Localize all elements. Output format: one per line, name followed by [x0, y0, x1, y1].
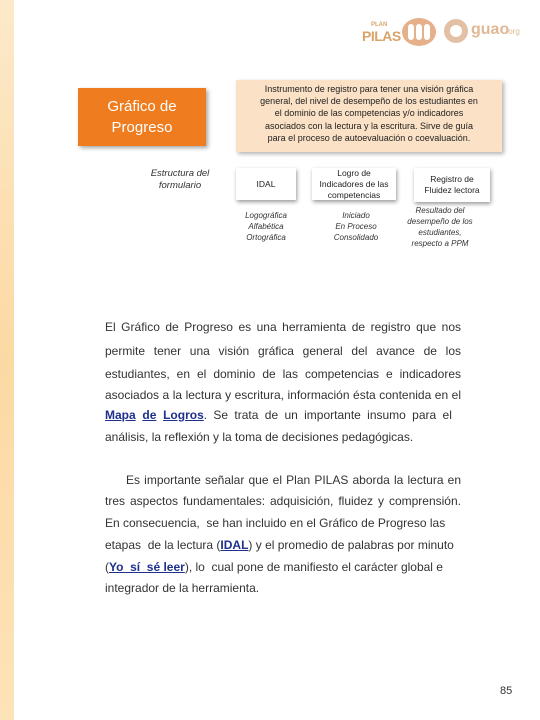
- description-box: [236, 80, 502, 152]
- description-line: el dominio de las competencias y/o indicadores: [274, 108, 464, 119]
- paragraph-text: etapas de la lectura (: [105, 538, 221, 552]
- paragraph-text: ) y el promedio de palabras por minuto: [248, 538, 454, 552]
- paragraph-text: ), lo cual pone de manifiesto el carácter global e: [184, 560, 443, 574]
- yo-si-se-leer-link[interactable]: Yo sí sé leer: [109, 560, 185, 574]
- description-line: general, del nivel de desempeño de los estudiantes en: [260, 96, 478, 107]
- plan-pilas-logo: [358, 22, 401, 44]
- logro-sublist: Iniciado En Proceso Consolidado: [333, 211, 379, 242]
- paragraph-line-with-link: [105, 560, 461, 574]
- guao-circle-icon: [444, 19, 468, 43]
- description-line: para el proceso de autoevaluación o coevaluación.: [267, 132, 471, 143]
- title-box-text: Gráfico de Progreso: [107, 98, 177, 136]
- paragraph-line: Es importante señalar que el Plan PILAS aborda la lectura en: [126, 473, 461, 487]
- logro-box: [312, 168, 396, 200]
- people-logo-icon: [402, 18, 436, 46]
- paragraph-line: asociados a la lectura y escritura, información ésta contenida en el: [105, 388, 461, 402]
- paragraph-line: permite tener una visión gráfica general del avance de los: [105, 344, 461, 358]
- registro-sublist: Resultado del desempeño de los estudiantes, respecto a PPM: [407, 206, 473, 248]
- mapa-de-logros-link[interactable]: Logros: [163, 408, 204, 422]
- side-decorative-strip: [0, 0, 14, 720]
- guao-logo-org: .org: [506, 27, 520, 36]
- paragraph-line: estudiantes, en el dominio de las competencias e indicadores: [105, 367, 461, 381]
- logo-plan-text: PLAN: [371, 22, 388, 28]
- title-box: [78, 88, 206, 146]
- guao-logo: [444, 19, 524, 45]
- registro-box-text: Registro de Fluidez lectora: [424, 174, 480, 195]
- idal-box: [236, 168, 296, 200]
- idal-sublist: Logográfica Alfabética Ortográfica: [245, 211, 287, 242]
- paragraph-line-with-link: [105, 538, 461, 552]
- description-line: Instrumento de registro para tener una visión gráfica: [264, 84, 474, 94]
- paragraph-line-with-link: [105, 408, 461, 422]
- paragraph-line: tres aspectos fundamentales: adquisición, fluidez y comprensión.: [105, 494, 461, 508]
- paragraph-text: (: [105, 560, 109, 574]
- mapa-de-logros-link[interactable]: Mapa: [105, 408, 136, 422]
- paragraph-line: En consecuencia, se han incluido en el Gráfico de Progreso las: [105, 516, 446, 530]
- form-structure-label: Estructura del formulario: [150, 168, 210, 191]
- idal-box-text: IDAL: [256, 178, 276, 189]
- paragraph-line: análisis, la reflexión y la toma de decisiones pedagógicas.: [105, 430, 414, 444]
- idal-link[interactable]: IDAL: [220, 538, 249, 552]
- paragraph-line: El Gráfico de Progreso es una herramienta de registro que nos: [105, 320, 461, 334]
- paragraph-text: . Se trata de un importante insumo para el: [203, 408, 452, 422]
- logro-box-text: Logro de Indicadores de las competencias: [319, 167, 389, 200]
- guao-logo-text: guao: [471, 21, 510, 38]
- paragraph-line: integrador de la herramienta.: [105, 581, 260, 595]
- mapa-de-logros-link[interactable]: de: [142, 408, 157, 422]
- registro-box: [414, 168, 490, 202]
- description-line: asociados con la lectura y la escritura. Sirve de guía: [264, 120, 474, 131]
- logo-pilas-text: PILAS: [362, 28, 401, 44]
- page-number: 85: [500, 685, 513, 697]
